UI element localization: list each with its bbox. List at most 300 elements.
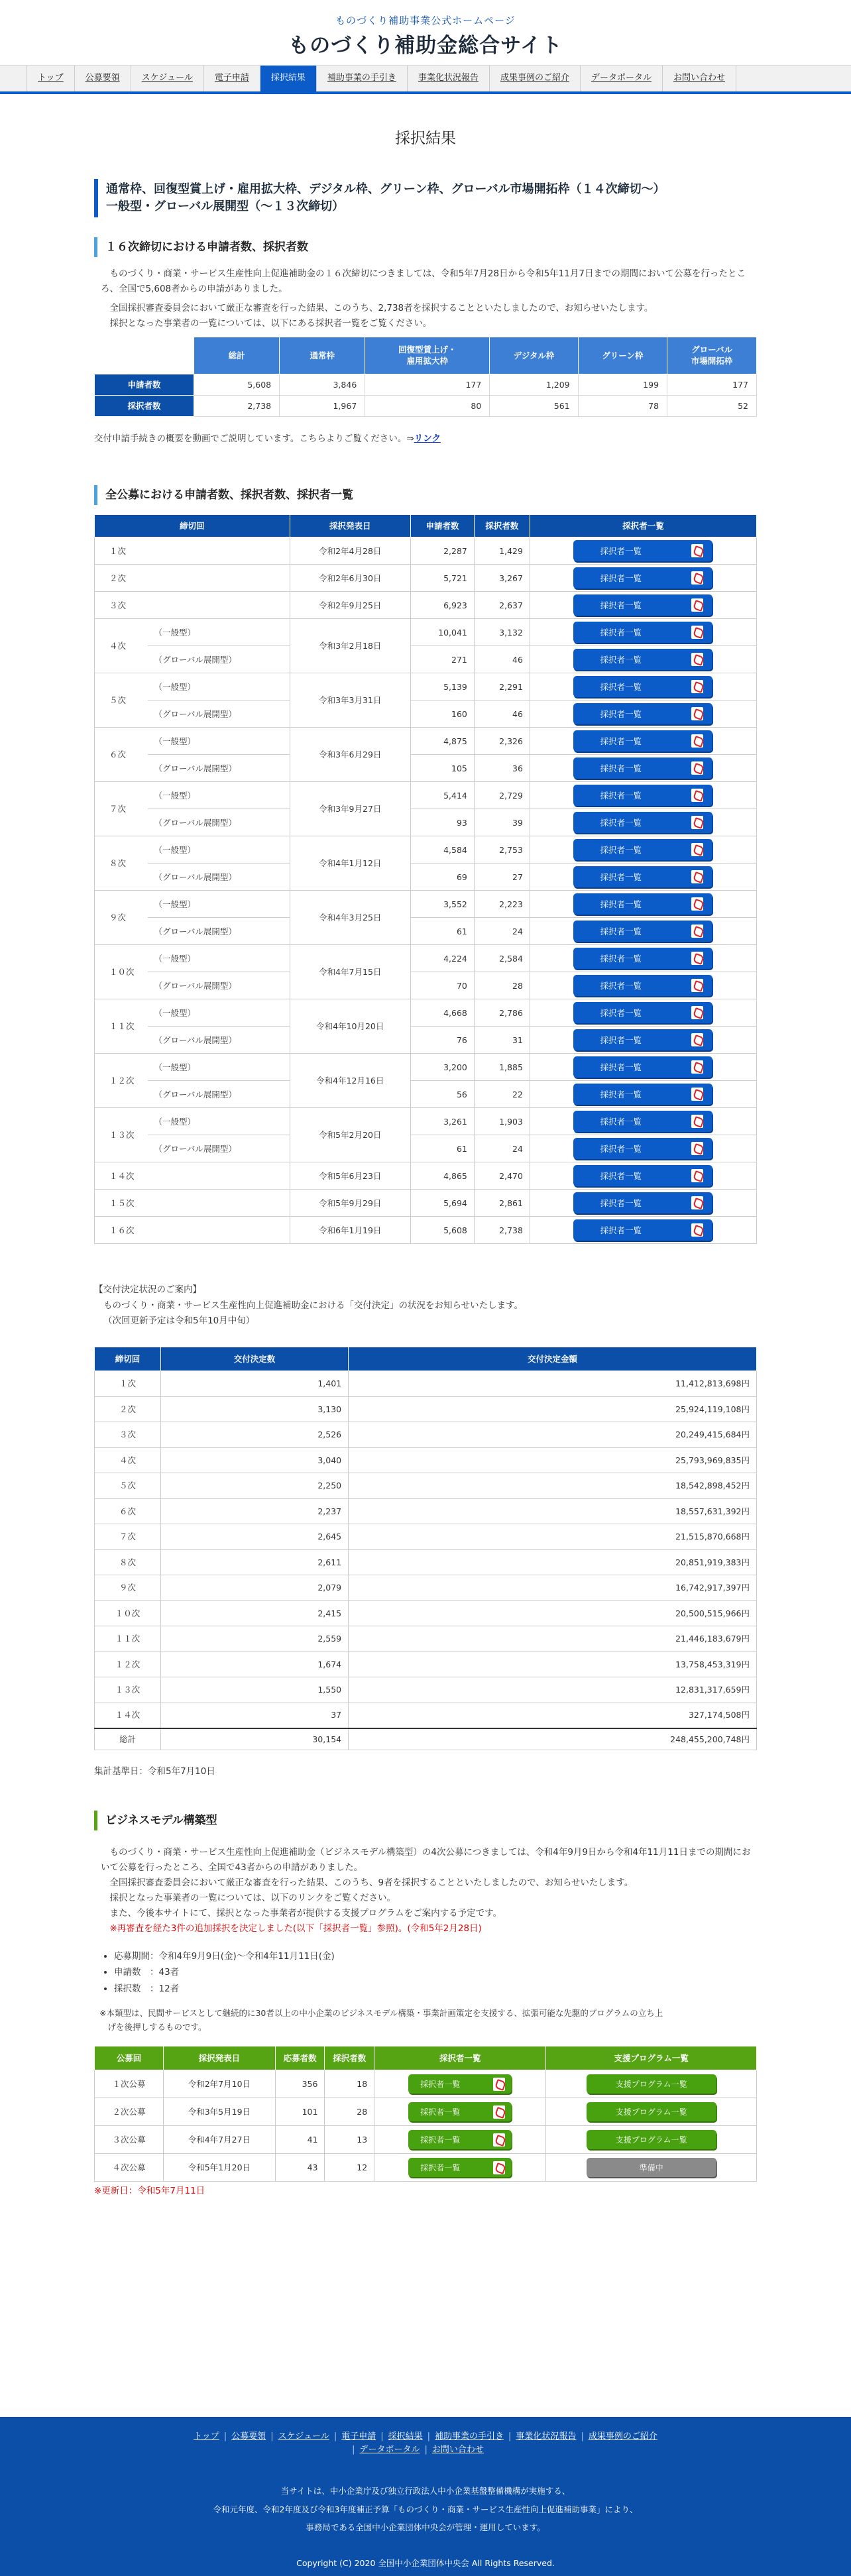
biz-adoption-list-button[interactable] bbox=[408, 2074, 512, 2094]
pdf-icon bbox=[691, 598, 703, 612]
adoption-list-button[interactable] bbox=[573, 1192, 712, 1213]
date-cell: 令和3年3月31日 bbox=[290, 673, 411, 728]
list-button-cell bbox=[530, 999, 756, 1027]
pdf-icon bbox=[691, 1196, 703, 1209]
table-row bbox=[95, 1549, 757, 1575]
list-button-cell bbox=[530, 972, 756, 999]
award-cell: 20,500,515,966円 bbox=[349, 1600, 757, 1626]
adoption-list-button-label: 採択者一覧 bbox=[600, 953, 642, 964]
list-col-header: 申請者数 bbox=[411, 515, 475, 537]
adoption-list-button[interactable] bbox=[573, 594, 712, 616]
biz-adoption-list-label: 採択者一覧 bbox=[420, 2135, 461, 2145]
pdf-icon bbox=[691, 707, 703, 720]
table-row bbox=[95, 700, 757, 728]
biz-adoption-list-button[interactable] bbox=[408, 2130, 512, 2149]
type-cell: （グローバル展開型） bbox=[148, 972, 290, 999]
adoption-list-button[interactable] bbox=[573, 812, 712, 833]
award-total-cell: 248,455,200,748円 bbox=[349, 1728, 757, 1750]
list-button-cell bbox=[530, 836, 756, 864]
adoption-list-button-label: 採択者一覧 bbox=[600, 1170, 642, 1181]
award-notice bbox=[94, 1282, 757, 1329]
site-title[interactable]: ものづくり補助金総合サイト bbox=[288, 34, 563, 58]
date-cell: 令和3年6月29日 bbox=[290, 728, 411, 782]
adopted-cell: 2,326 bbox=[474, 728, 530, 755]
program-pending-badge: 準備中 bbox=[587, 2158, 716, 2177]
type-cell: （グローバル展開型） bbox=[148, 918, 290, 945]
type-cell: （一般型） bbox=[148, 673, 290, 700]
adoption-list-button-label: 採択者一覧 bbox=[600, 600, 642, 610]
biz-table bbox=[94, 2046, 757, 2182]
biz-bullets bbox=[114, 1948, 757, 1997]
footer-link[interactable]: 採択結果 bbox=[388, 2432, 423, 2442]
footer-separator: | bbox=[424, 2445, 427, 2455]
adopted-cell: 2,753 bbox=[474, 836, 530, 864]
round-cell: ３次 bbox=[95, 592, 290, 619]
adoption-list-button[interactable] bbox=[573, 676, 712, 697]
stats-cell: 177 bbox=[667, 374, 757, 395]
adoption-list-button[interactable] bbox=[573, 1165, 712, 1186]
adopted-cell: 1,885 bbox=[474, 1054, 530, 1081]
footer-link[interactable]: データポータル bbox=[359, 2445, 420, 2455]
list-button-cell bbox=[530, 1081, 756, 1108]
biz-list-cell bbox=[374, 2070, 546, 2098]
stats-col-header: 通常枠 bbox=[280, 337, 365, 374]
pdf-icon bbox=[691, 1169, 703, 1182]
adoption-list-button[interactable] bbox=[573, 893, 712, 915]
round-cell: ６次 bbox=[95, 728, 148, 782]
award-cell: 1,401 bbox=[161, 1371, 349, 1397]
type-cell: （グローバル展開型） bbox=[148, 700, 290, 728]
adopted-cell: 3,132 bbox=[474, 619, 530, 646]
support-program-button[interactable]: 支援プログラム一覧 bbox=[587, 2074, 716, 2094]
date-cell: 令和5年6月23日 bbox=[290, 1162, 411, 1190]
list-button-cell bbox=[530, 700, 756, 728]
date-cell: 令和4年1月12日 bbox=[290, 836, 411, 891]
list-button-cell bbox=[530, 565, 756, 592]
adopted-cell: 2,584 bbox=[474, 945, 530, 972]
list-button-cell bbox=[530, 1162, 756, 1190]
footer-link[interactable]: お問い合わせ bbox=[431, 2445, 484, 2455]
award-cell: 2,079 bbox=[161, 1575, 349, 1601]
adoption-list-button-label: 採択者一覧 bbox=[600, 844, 642, 855]
list-button-cell bbox=[530, 673, 756, 700]
award-cell: 12,831,317,659円 bbox=[349, 1677, 757, 1703]
list-button-cell bbox=[530, 619, 756, 646]
table-row bbox=[95, 1626, 757, 1652]
all-title: 全公募における申請者数、採択者数、採択者一覧 bbox=[94, 485, 757, 505]
applied-cell: 4,224 bbox=[411, 945, 475, 972]
adoption-list-button[interactable] bbox=[573, 649, 712, 670]
nav-item[interactable]: 成果事例のご紹介 bbox=[489, 66, 580, 91]
nav-item[interactable]: トップ bbox=[27, 66, 74, 91]
table-row bbox=[95, 1190, 757, 1217]
stats-cell: 5,608 bbox=[194, 374, 280, 395]
table-row bbox=[95, 2154, 757, 2182]
footer-separator: | bbox=[223, 2432, 227, 2442]
stats-row-header: 採択者数 bbox=[95, 395, 194, 416]
type-cell: （一般型） bbox=[148, 1054, 290, 1081]
pdf-icon bbox=[691, 843, 703, 856]
biz-red-note: ※再審査を経た3件の追加採択を決定しました(以下「採択者一覧」参照)。(令和5年2月28日) bbox=[109, 1923, 482, 1934]
award-cell: ２次 bbox=[95, 1396, 161, 1422]
pdf-icon bbox=[691, 1115, 703, 1128]
type-cell: （一般型） bbox=[148, 1108, 290, 1135]
applied-cell: 5,721 bbox=[411, 565, 475, 592]
biz-cell: 41 bbox=[275, 2126, 325, 2154]
type-cell: （グローバル展開型） bbox=[148, 1081, 290, 1108]
pdf-icon bbox=[691, 653, 703, 666]
round-cell: １３次 bbox=[95, 1108, 148, 1162]
round-cell: ８次 bbox=[95, 836, 148, 891]
biz-program-cell bbox=[546, 2070, 757, 2098]
footer-description: 当サイトは、中小企業庁及び独立行政法人中小企業基盤整備機構が実施する、 令和元年度、令和2年度及び令和3年度補正予算「ものづくり・商業・サービス生産性向上促進補助事業」により、 事務局である全国中小企業団体中央会が管理・運用しています。 bbox=[213, 2486, 638, 2533]
video-guide: 交付申請手続きの概要を動画でご説明しています。こちらよりご覧ください。⇒リンク bbox=[94, 433, 441, 444]
award-col-header: 交付決定数 bbox=[161, 1347, 349, 1371]
award-notice-next: （次回更新予定は令和5年10月中旬） bbox=[103, 1316, 255, 1327]
award-cell: ９次 bbox=[95, 1575, 161, 1601]
adoption-list-button[interactable] bbox=[573, 1029, 712, 1050]
table-row bbox=[95, 782, 757, 809]
date-cell: 令和6年1月19日 bbox=[290, 1217, 411, 1244]
nav-item[interactable]: 電子申請 bbox=[203, 66, 260, 91]
list-button-cell bbox=[530, 646, 756, 673]
adopted-cell: 46 bbox=[474, 700, 530, 728]
list-button-cell bbox=[530, 728, 756, 755]
pdf-icon bbox=[691, 571, 703, 585]
adopted-cell: 2,738 bbox=[474, 1217, 530, 1244]
adoption-list-button[interactable] bbox=[573, 975, 712, 996]
biz-program-cell bbox=[546, 2126, 757, 2154]
footer-link[interactable]: 公募要領 bbox=[231, 2432, 266, 2442]
award-total-cell: 30,154 bbox=[161, 1728, 349, 1750]
biz-program-cell bbox=[546, 2154, 757, 2182]
award-cell: １３次 bbox=[95, 1677, 161, 1703]
table-row bbox=[95, 2126, 757, 2154]
nav-item[interactable]: データポータル bbox=[580, 66, 662, 91]
stats-corner bbox=[95, 337, 194, 374]
adoption-list-button-label: 採択者一覧 bbox=[600, 899, 642, 909]
award-cell: １４次 bbox=[95, 1703, 161, 1728]
table-row bbox=[95, 1600, 757, 1626]
stats-cell: 52 bbox=[667, 395, 757, 416]
adoption-list-button[interactable] bbox=[573, 1138, 712, 1159]
stats-col-header: グローバル 市場開拓枠 bbox=[667, 337, 757, 374]
program-heading-line2: 一般型・グローバル展開型（〜１３次締切） bbox=[106, 199, 345, 213]
pdf-icon bbox=[691, 1142, 703, 1155]
applied-cell: 93 bbox=[411, 809, 475, 836]
adoption-list-button[interactable] bbox=[573, 866, 712, 887]
award-cell: 2,526 bbox=[161, 1422, 349, 1448]
footer-link[interactable]: トップ bbox=[194, 2432, 219, 2442]
sec16-title: １６次締切における申請者数、採択者数 bbox=[94, 237, 757, 257]
adoption-list-button-label: 採択者一覧 bbox=[600, 627, 642, 638]
table-row bbox=[95, 1703, 757, 1728]
round-cell: ４次 bbox=[95, 619, 148, 673]
applied-cell: 70 bbox=[411, 972, 475, 999]
biz-adoption-list-button[interactable] bbox=[408, 2102, 512, 2121]
table-row bbox=[95, 755, 757, 782]
type-cell: （グローバル展開型） bbox=[148, 646, 290, 673]
stats-cell: 2,738 bbox=[194, 395, 280, 416]
list-button-cell bbox=[530, 809, 756, 836]
program-heading-line1: 通常枠、回復型賞上げ・雇用拡大枠、デジタル枠、グリーン枠、グローバル市場開拓枠（１４次締切〜） bbox=[106, 182, 665, 196]
biz-col-header: 公募回 bbox=[95, 2046, 164, 2070]
table-row bbox=[95, 646, 757, 673]
adopted-cell: 31 bbox=[474, 1027, 530, 1054]
applied-cell: 5,139 bbox=[411, 673, 475, 700]
award-cell: 3,130 bbox=[161, 1396, 349, 1422]
table-row bbox=[95, 918, 757, 945]
round-cell: １６次 bbox=[95, 1217, 290, 1244]
table-row bbox=[95, 592, 757, 619]
applied-cell: 4,865 bbox=[411, 1162, 475, 1190]
biz-title: ビジネスモデル構築型 bbox=[94, 1811, 757, 1830]
adoption-list-button[interactable] bbox=[573, 567, 712, 588]
applied-cell: 69 bbox=[411, 864, 475, 891]
applied-cell: 61 bbox=[411, 1135, 475, 1162]
table-row bbox=[95, 1108, 757, 1135]
applied-cell: 5,608 bbox=[411, 1217, 475, 1244]
stats-row bbox=[95, 395, 757, 416]
adoption-list-button[interactable] bbox=[573, 1002, 712, 1023]
adopted-cell: 36 bbox=[474, 755, 530, 782]
pdf-icon bbox=[691, 1060, 703, 1074]
biz-list-cell bbox=[374, 2126, 546, 2154]
adopted-cell: 39 bbox=[474, 809, 530, 836]
applied-cell: 6,923 bbox=[411, 592, 475, 619]
award-cell: ６次 bbox=[95, 1498, 161, 1524]
adoption-list-button-label: 採択者一覧 bbox=[600, 681, 642, 692]
adopted-cell: 2,729 bbox=[474, 782, 530, 809]
pdf-icon bbox=[691, 870, 703, 883]
round-cell: ７次 bbox=[95, 782, 148, 836]
applied-cell: 5,694 bbox=[411, 1190, 475, 1217]
date-cell: 令和4年12月16日 bbox=[290, 1054, 411, 1108]
adopted-cell: 22 bbox=[474, 1081, 530, 1108]
adoption-list-button[interactable] bbox=[573, 1084, 712, 1105]
adoption-list-button-label: 採択者一覧 bbox=[600, 1089, 642, 1099]
table-row bbox=[95, 836, 757, 864]
award-cell: 3,040 bbox=[161, 1447, 349, 1473]
adoption-list-button-label: 採択者一覧 bbox=[600, 1035, 642, 1045]
stats-cell: 1,209 bbox=[490, 374, 578, 395]
adoption-list-button[interactable] bbox=[573, 1219, 712, 1241]
table-row bbox=[95, 1422, 757, 1448]
adopted-cell: 2,786 bbox=[474, 999, 530, 1027]
table-row bbox=[95, 1473, 757, 1499]
biz-adoption-list-label: 採択者一覧 bbox=[420, 2107, 461, 2117]
table-row bbox=[95, 972, 757, 999]
applied-cell: 2,287 bbox=[411, 537, 475, 565]
nav-item[interactable]: 採択結果 bbox=[260, 66, 316, 91]
biz-cell: ４次公募 bbox=[95, 2154, 164, 2182]
adoption-list-button[interactable] bbox=[573, 921, 712, 942]
pdf-icon bbox=[691, 897, 703, 911]
list-col-header: 採択者数 bbox=[474, 515, 530, 537]
adoption-list-button[interactable] bbox=[573, 622, 712, 643]
pdf-icon bbox=[493, 2078, 505, 2091]
table-row bbox=[95, 2098, 757, 2126]
type-cell: （一般型） bbox=[148, 836, 290, 864]
award-total-cell: 総計 bbox=[95, 1728, 161, 1750]
award-table bbox=[94, 1347, 757, 1750]
biz-cell: ３次公募 bbox=[95, 2126, 164, 2154]
nav-item[interactable]: お問い合わせ bbox=[662, 66, 736, 91]
date-cell: 令和3年9月27日 bbox=[290, 782, 411, 836]
type-cell: （一般型） bbox=[148, 945, 290, 972]
adoption-list-button[interactable] bbox=[573, 703, 712, 724]
table-row bbox=[95, 728, 757, 755]
biz-bullet: • 応募期間：令和4年9月9日(金)〜令和4年11月11日(金) bbox=[114, 1948, 757, 1964]
date-cell: 令和2年6月30日 bbox=[290, 565, 411, 592]
biz-cell: 令和5年1月20日 bbox=[163, 2154, 275, 2182]
type-cell: （グローバル展開型） bbox=[148, 809, 290, 836]
sec16-stats-table bbox=[94, 337, 757, 417]
biz-note: ※本類型は、民間サービスとして継続的に30者以上の中小企業のビジネスモデル構築・事業計画策定を支援する、拡張可能な先駆的プログラムの立ち上 げを後押しするものです。 bbox=[99, 2007, 663, 2033]
date-cell: 令和4年3月25日 bbox=[290, 891, 411, 945]
biz-adoption-list-button[interactable] bbox=[408, 2158, 512, 2177]
pdf-icon bbox=[493, 2133, 505, 2147]
table-row bbox=[95, 1054, 757, 1081]
adopted-cell: 46 bbox=[474, 646, 530, 673]
stats-cell: 3,846 bbox=[280, 374, 365, 395]
nav-item[interactable]: 補助事業の手引き bbox=[316, 66, 407, 91]
round-cell: １２次 bbox=[95, 1054, 148, 1108]
list-button-cell bbox=[530, 918, 756, 945]
table-row bbox=[95, 809, 757, 836]
adoption-list-button-label: 採択者一覧 bbox=[600, 1062, 642, 1072]
adoption-list-button-label: 採択者一覧 bbox=[600, 1143, 642, 1154]
type-cell: （グローバル展開型） bbox=[148, 1027, 290, 1054]
applied-cell: 56 bbox=[411, 1081, 475, 1108]
list-col-header: 採択発表日 bbox=[290, 515, 411, 537]
stats-row bbox=[95, 374, 757, 395]
adoption-list-button[interactable] bbox=[573, 1056, 712, 1078]
adoption-list-button-label: 採択者一覧 bbox=[600, 1225, 642, 1235]
site-header bbox=[0, 0, 851, 65]
applied-cell: 4,668 bbox=[411, 999, 475, 1027]
adoption-list-button[interactable] bbox=[573, 785, 712, 806]
adoption-list-button-label: 採択者一覧 bbox=[600, 708, 642, 719]
footer-link[interactable]: 電子申請 bbox=[341, 2432, 376, 2442]
stats-col-header: 総計 bbox=[194, 337, 280, 374]
date-cell: 令和4年10月20日 bbox=[290, 999, 411, 1054]
biz-cell: 101 bbox=[275, 2098, 325, 2126]
table-row bbox=[95, 1396, 757, 1422]
adopted-cell: 3,267 bbox=[474, 565, 530, 592]
round-cell: １１次 bbox=[95, 999, 148, 1054]
biz-adoption-list-label: 採択者一覧 bbox=[420, 2162, 461, 2172]
adopted-cell: 2,470 bbox=[474, 1162, 530, 1190]
list-button-cell bbox=[530, 945, 756, 972]
list-button-cell bbox=[530, 1054, 756, 1081]
adoption-list-button-label: 採択者一覧 bbox=[600, 763, 642, 773]
pdf-icon bbox=[691, 734, 703, 748]
pdf-icon bbox=[691, 1006, 703, 1019]
list-button-cell bbox=[530, 592, 756, 619]
nav-item[interactable]: スケジュール bbox=[131, 66, 203, 91]
adoption-list-button[interactable] bbox=[573, 540, 712, 561]
video-link[interactable]: リンク bbox=[414, 433, 441, 444]
adopted-cell: 2,291 bbox=[474, 673, 530, 700]
stats-cell: 80 bbox=[365, 395, 490, 416]
footer-separator: | bbox=[270, 2432, 274, 2442]
adoption-list-button-label: 採択者一覧 bbox=[600, 871, 642, 882]
applied-cell: 10,041 bbox=[411, 619, 475, 646]
round-cell: １４次 bbox=[95, 1162, 290, 1190]
award-cell: 20,851,919,383円 bbox=[349, 1549, 757, 1575]
type-cell: （グローバル展開型） bbox=[148, 864, 290, 891]
table-row bbox=[95, 673, 757, 700]
adoption-list-button[interactable] bbox=[573, 757, 712, 779]
award-cell: 2,415 bbox=[161, 1600, 349, 1626]
adoption-list-button[interactable] bbox=[573, 839, 712, 860]
adoption-list-button-label: 採択者一覧 bbox=[600, 790, 642, 801]
footer-separator: | bbox=[352, 2445, 355, 2455]
biz-cell: 13 bbox=[325, 2126, 374, 2154]
adoption-list-button-label: 採択者一覧 bbox=[600, 736, 642, 746]
biz-para: ものづくり・商業・サービス生産性向上促進補助金（ビジネスモデル構築型）の4次公募につきましては、令和4年9月9日から令和4年11月11日までの期間において公募を行ったところ、全国で43者からの申請がありました。 全国採択審査委員会において厳正な審査を行った結果、このうち、9者を採択することといたしましたので、お知らせいたします。 採択となった事業者の一覧については、以下のリンクをご覧ください。 また、今後本サイトにて、採択となった事業者が提供する支援プログラムをご案内する予定です。 bbox=[101, 1847, 751, 1919]
award-cell: １２次 bbox=[95, 1652, 161, 1677]
support-program-button[interactable]: 支援プログラム一覧 bbox=[587, 2130, 716, 2149]
table-row bbox=[95, 2070, 757, 2098]
award-cell: ５次 bbox=[95, 1473, 161, 1499]
list-button-cell bbox=[530, 782, 756, 809]
table-row bbox=[95, 1677, 757, 1703]
stats-cell: 199 bbox=[578, 374, 667, 395]
site-footer bbox=[0, 2417, 851, 2576]
date-cell: 令和2年4月28日 bbox=[290, 537, 411, 565]
award-cell: 2,559 bbox=[161, 1626, 349, 1652]
date-cell: 令和3年2月18日 bbox=[290, 619, 411, 673]
biz-cell: 12 bbox=[325, 2154, 374, 2182]
round-cell: １５次 bbox=[95, 1190, 290, 1217]
support-program-button[interactable]: 支援プログラム一覧 bbox=[587, 2102, 716, 2121]
table-row bbox=[95, 1652, 757, 1677]
footer-link[interactable]: 成果事例のご紹介 bbox=[588, 2432, 657, 2442]
adoption-list-button-label: 採択者一覧 bbox=[600, 545, 642, 556]
biz-adoption-list-label: 採択者一覧 bbox=[420, 2079, 461, 2089]
adoption-list-button-label: 採択者一覧 bbox=[600, 817, 642, 828]
award-notice-title: 【交付決定状況のご案内】 bbox=[94, 1284, 201, 1296]
adoption-list-button-label: 採択者一覧 bbox=[600, 573, 642, 583]
adoption-list-button[interactable] bbox=[573, 948, 712, 969]
list-button-cell bbox=[530, 1190, 756, 1217]
adoption-list-button[interactable] bbox=[573, 1111, 712, 1132]
award-cell: 2,611 bbox=[161, 1549, 349, 1575]
footer-link[interactable]: 補助事業の手引き bbox=[435, 2432, 504, 2442]
award-cell: 11,412,813,698円 bbox=[349, 1371, 757, 1397]
biz-col-header: 支援プログラム一覧 bbox=[546, 2046, 757, 2070]
biz-cell: 令和2年7月10日 bbox=[163, 2070, 275, 2098]
adoption-list-button[interactable] bbox=[573, 730, 712, 752]
table-row bbox=[95, 999, 757, 1027]
type-cell: （一般型） bbox=[148, 619, 290, 646]
stats-col-header: 回復型賃上げ・ 雇用拡大枠 bbox=[365, 337, 490, 374]
pdf-icon bbox=[691, 979, 703, 992]
footer-link[interactable]: 事業化状況報告 bbox=[516, 2432, 577, 2442]
footer-link[interactable]: スケジュール bbox=[278, 2432, 329, 2442]
round-cell: ５次 bbox=[95, 673, 148, 728]
applied-cell: 3,552 bbox=[411, 891, 475, 918]
nav-item[interactable]: 公募要領 bbox=[74, 66, 131, 91]
applied-cell: 5,414 bbox=[411, 782, 475, 809]
biz-updated: ※更新日：令和5年7月11日 bbox=[94, 2186, 205, 2197]
stats-cell: 561 bbox=[490, 395, 578, 416]
adopted-cell: 2,637 bbox=[474, 592, 530, 619]
nav-item[interactable]: 事業化状況報告 bbox=[407, 66, 489, 91]
table-row bbox=[95, 864, 757, 891]
